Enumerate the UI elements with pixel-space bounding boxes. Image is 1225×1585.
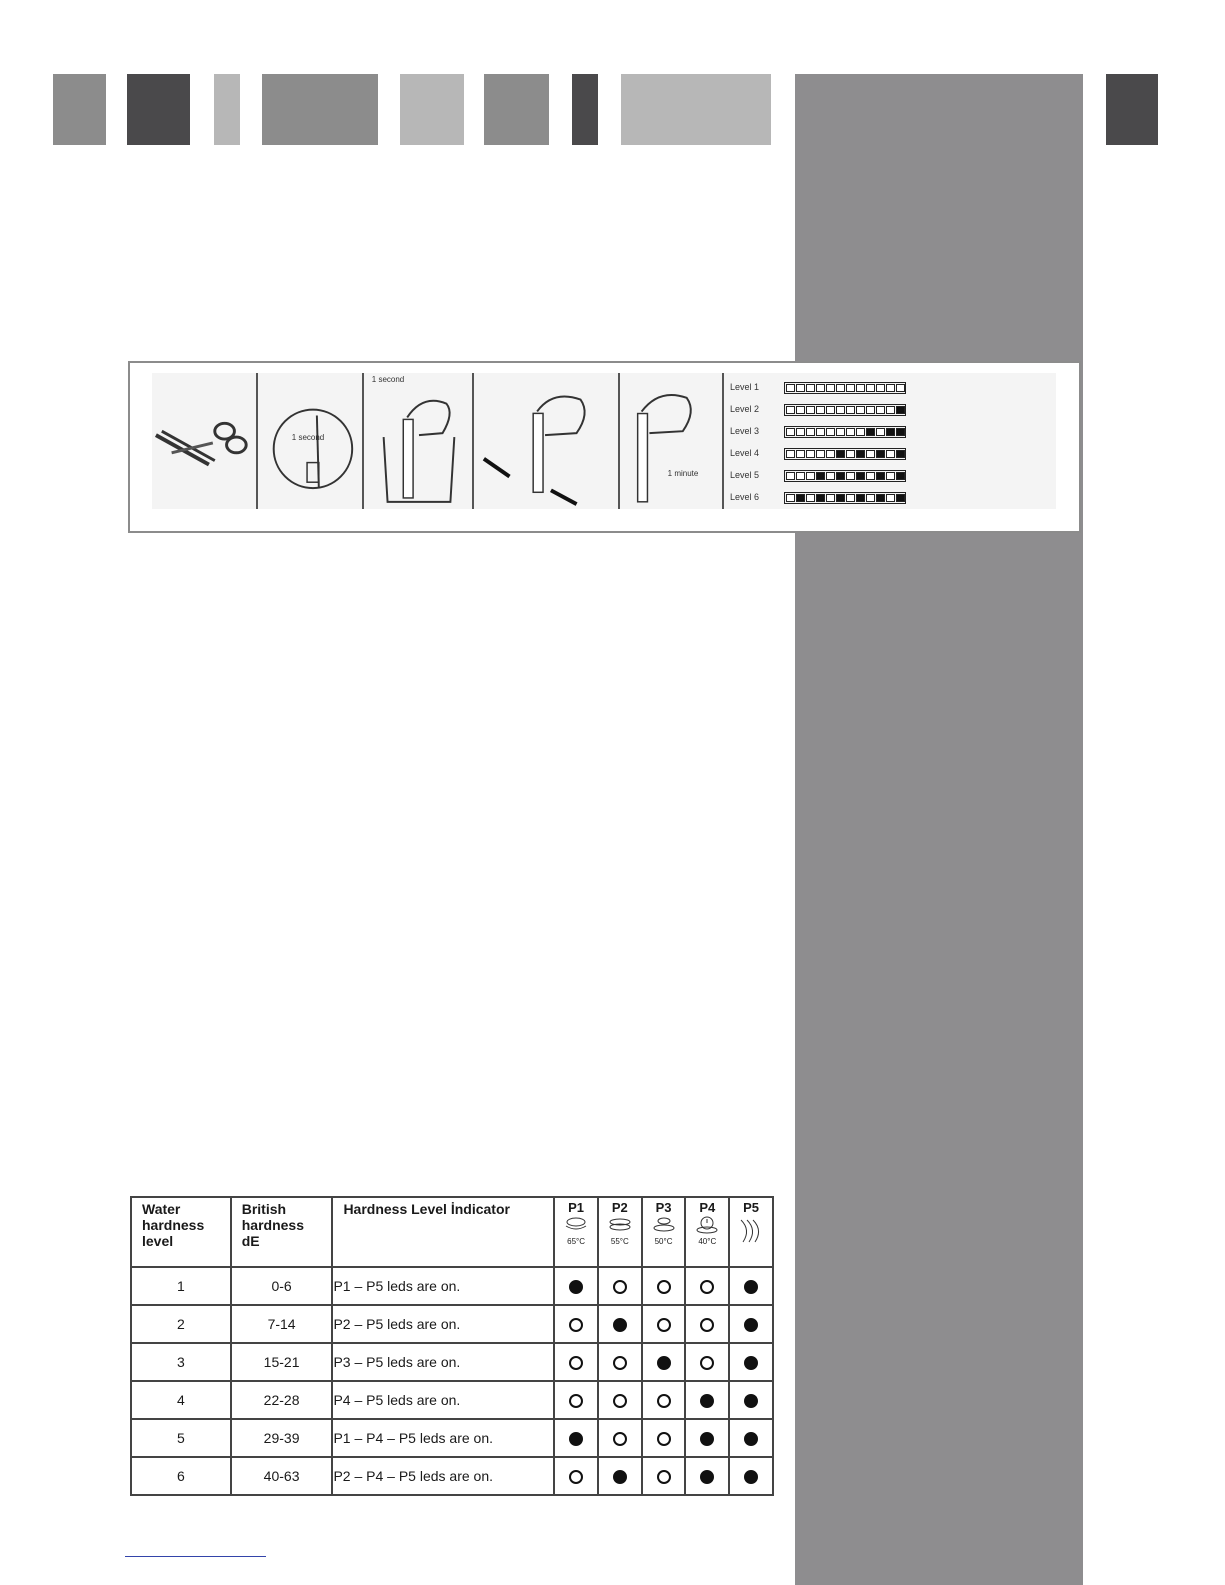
cell-led-p3 [642, 1457, 686, 1495]
level-row [730, 445, 1050, 467]
strip-segment-empty [846, 406, 855, 414]
water-hardness-test-figure [128, 361, 1081, 533]
strip-segment-empty [886, 494, 895, 502]
strip-segment-empty [826, 494, 835, 502]
pot-icon [563, 1216, 589, 1234]
hand-strip-icon [620, 373, 722, 509]
cell-level: 4 [131, 1381, 231, 1419]
level-strip [784, 448, 906, 460]
cell-british: 7-14 [231, 1305, 333, 1343]
header-level: Water hardness level [142, 1201, 205, 1249]
strip-segment-filled [896, 406, 905, 414]
led-off-icon [569, 1470, 583, 1484]
cell-led-p2 [598, 1381, 642, 1419]
header-block [400, 74, 464, 145]
clock-icon [694, 1216, 720, 1234]
strip-segment-empty [846, 384, 855, 392]
cell-led-p2 [598, 1305, 642, 1343]
figure-steps [152, 373, 1056, 509]
header-block [484, 74, 549, 145]
led-on-icon [657, 1356, 671, 1370]
strip-segment-empty [876, 406, 885, 414]
strip-segment-empty [866, 494, 875, 502]
table-row [131, 1381, 773, 1419]
cell-led-p1 [554, 1381, 598, 1419]
level-label: Level 2 [730, 404, 760, 414]
cell-led-p5 [729, 1305, 773, 1343]
strip-segment-empty [786, 406, 795, 414]
led-off-icon [700, 1318, 714, 1332]
strip-segment-empty [786, 450, 795, 458]
step-caption: 1 second [291, 433, 325, 442]
strip-segment-filled [816, 494, 825, 502]
cell-british: 15-21 [231, 1343, 333, 1381]
header-block [572, 74, 598, 145]
led-off-icon [657, 1318, 671, 1332]
strip-segment-filled [876, 494, 885, 502]
level-label: Level 3 [730, 426, 760, 436]
strip-segment-empty [806, 384, 815, 392]
wait-step [620, 373, 724, 509]
strip-segment-empty [856, 428, 865, 436]
strip-segment-empty [826, 428, 835, 436]
strip-segment-empty [886, 450, 895, 458]
level-strip [784, 382, 906, 394]
cell-led-p5 [729, 1267, 773, 1305]
cell-led-p1 [554, 1343, 598, 1381]
strip-segment-filled [836, 494, 845, 502]
header-p2: P2 55°C [598, 1197, 642, 1267]
cell-british: 40-63 [231, 1457, 333, 1495]
header-p4: P4 40°C [685, 1197, 729, 1267]
level-strip [784, 426, 906, 438]
cell-led-p4 [685, 1457, 729, 1495]
cell-led-p5 [729, 1343, 773, 1381]
strip-segment-filled [856, 450, 865, 458]
strip-segment-empty [816, 406, 825, 414]
cell-british: 0-6 [231, 1267, 333, 1305]
level-label: Level 4 [730, 448, 760, 458]
cell-led-p3 [642, 1419, 686, 1457]
strip-segment-empty [876, 384, 885, 392]
cell-level: 6 [131, 1457, 231, 1495]
level-row [730, 401, 1050, 423]
led-on-icon [744, 1470, 758, 1484]
scissors-icon [152, 373, 256, 509]
cell-led-p5 [729, 1457, 773, 1495]
cell-british: 22-28 [231, 1381, 333, 1419]
table-row [131, 1457, 773, 1495]
cell-indicator: P2 – P4 – P5 leds are on. [332, 1457, 554, 1495]
led-off-icon [657, 1394, 671, 1408]
led-off-icon [569, 1394, 583, 1408]
header-p1: P1 65°C [554, 1197, 598, 1267]
strip-segment-empty [806, 472, 815, 480]
strip-segment-empty [796, 406, 805, 414]
strip-segment-empty [806, 450, 815, 458]
strip-segment-empty [846, 472, 855, 480]
strip-segment-filled [876, 450, 885, 458]
table-row [131, 1305, 773, 1343]
cell-led-p1 [554, 1419, 598, 1457]
level-row [730, 379, 1050, 401]
led-off-icon [569, 1318, 583, 1332]
cell-led-p5 [729, 1381, 773, 1419]
cell-led-p3 [642, 1305, 686, 1343]
led-off-icon [657, 1280, 671, 1294]
led-off-icon [657, 1432, 671, 1446]
cell-indicator: P2 – P5 leds are on. [332, 1305, 554, 1343]
level-label: Level 6 [730, 492, 760, 502]
header-block [621, 74, 771, 145]
table-row [131, 1419, 773, 1457]
page-tab-marker [1106, 74, 1158, 145]
led-off-icon [613, 1356, 627, 1370]
strip-segment-empty [846, 494, 855, 502]
header-block [262, 74, 378, 145]
strip-segment-filled [896, 472, 905, 480]
shake-hand-icon [474, 373, 618, 509]
cell-led-p2 [598, 1343, 642, 1381]
header-block [214, 74, 240, 145]
step-caption: 1 second [371, 375, 405, 384]
strip-segment-filled [796, 494, 805, 502]
strip-segment-empty [846, 428, 855, 436]
cell-level: 2 [131, 1305, 231, 1343]
level-row [730, 467, 1050, 489]
cell-led-p4 [685, 1305, 729, 1343]
strip-segment-empty [856, 384, 865, 392]
cell-led-p4 [685, 1267, 729, 1305]
strip-segment-empty [806, 494, 815, 502]
strip-segment-empty [786, 384, 795, 392]
level-strip [784, 404, 906, 416]
strip-segment-empty [886, 384, 895, 392]
cell-led-p1 [554, 1457, 598, 1495]
strip-segment-empty [796, 450, 805, 458]
strip-segment-empty [836, 428, 845, 436]
strip-segment-filled [856, 494, 865, 502]
strip-segment-empty [866, 384, 875, 392]
strip-segment-filled [876, 472, 885, 480]
table-row [131, 1343, 773, 1381]
led-on-icon [744, 1432, 758, 1446]
led-on-icon [700, 1432, 714, 1446]
cell-indicator: P3 – P5 leds are on. [332, 1343, 554, 1381]
strip-segment-filled [886, 428, 895, 436]
cell-led-p4 [685, 1419, 729, 1457]
level-strip [784, 470, 906, 482]
strip-segment-empty [786, 472, 795, 480]
led-on-icon [700, 1470, 714, 1484]
level-chart [730, 379, 1050, 511]
led-on-icon [613, 1318, 627, 1332]
strip-segment-empty [886, 406, 895, 414]
led-off-icon [657, 1470, 671, 1484]
table-header-row [131, 1197, 773, 1267]
cell-indicator: P1 – P5 leds are on. [332, 1267, 554, 1305]
table-row [131, 1267, 773, 1305]
rinse-icon [737, 1216, 765, 1246]
cell-led-p2 [598, 1267, 642, 1305]
strip-segment-empty [796, 428, 805, 436]
strip-segment-empty [806, 406, 815, 414]
strip-segment-empty [826, 384, 835, 392]
right-sidebar [795, 74, 1083, 1585]
header-p3: P3 50°C [642, 1197, 686, 1267]
led-on-icon [744, 1394, 758, 1408]
strip-segment-filled [866, 428, 875, 436]
strip-segment-empty [826, 472, 835, 480]
cell-led-p2 [598, 1419, 642, 1457]
header-british: British hardness dE [241, 1201, 304, 1249]
led-on-icon [613, 1470, 627, 1484]
dip-step [364, 373, 474, 509]
header-indicator: Hardness Level İndicator [343, 1201, 510, 1217]
strip-segment-empty [846, 450, 855, 458]
strip-segment-empty [816, 428, 825, 436]
strip-segment-filled [856, 472, 865, 480]
led-on-icon [569, 1280, 583, 1294]
strip-segment-empty [826, 406, 835, 414]
strip-segment-empty [806, 428, 815, 436]
strip-segment-empty [886, 472, 895, 480]
level-label: Level 5 [730, 470, 760, 480]
led-off-icon [613, 1394, 627, 1408]
strip-segment-filled [896, 450, 905, 458]
cell-british: 29-39 [231, 1419, 333, 1457]
glass-icon [364, 373, 472, 509]
hardness-table [130, 1196, 774, 1496]
cell-indicator: P1 – P4 – P5 leds are on. [332, 1419, 554, 1457]
step-caption: 1 minute [667, 469, 699, 478]
strip-segment-empty [866, 406, 875, 414]
strip-segment-empty [876, 428, 885, 436]
cell-level: 1 [131, 1267, 231, 1305]
strip-segment-filled [836, 450, 845, 458]
led-on-icon [569, 1432, 583, 1446]
led-off-icon [700, 1280, 714, 1294]
led-off-icon [700, 1356, 714, 1370]
header-block [127, 74, 190, 145]
cell-led-p4 [685, 1343, 729, 1381]
strip-segment-filled [816, 472, 825, 480]
level-strip [784, 492, 906, 504]
led-on-icon [744, 1318, 758, 1332]
led-on-icon [700, 1394, 714, 1408]
strip-segment-empty [796, 472, 805, 480]
strip-segment-empty [896, 384, 905, 392]
led-off-icon [613, 1432, 627, 1446]
footer-link-line [125, 1556, 266, 1557]
cell-level: 5 [131, 1419, 231, 1457]
strip-segment-filled [896, 428, 905, 436]
header-p5: P5 [729, 1197, 773, 1267]
strip-segment-empty [836, 406, 845, 414]
strip-segment-empty [796, 384, 805, 392]
strip-segment-empty [866, 472, 875, 480]
level-row [730, 489, 1050, 511]
strip-segment-empty [816, 450, 825, 458]
strip-segment-empty [866, 450, 875, 458]
cell-led-p1 [554, 1305, 598, 1343]
plates-icon [607, 1216, 633, 1234]
header-block [53, 74, 106, 145]
cell-led-p3 [642, 1343, 686, 1381]
cell-led-p3 [642, 1267, 686, 1305]
strip-segment-empty [856, 406, 865, 414]
cell-led-p5 [729, 1419, 773, 1457]
led-on-icon [744, 1356, 758, 1370]
strip-segment-empty [826, 450, 835, 458]
strip-segment-empty [786, 494, 795, 502]
strip-segment-empty [836, 384, 845, 392]
cell-level: 3 [131, 1343, 231, 1381]
strip-step [258, 373, 364, 509]
shake-step [474, 373, 620, 509]
level-label: Level 1 [730, 382, 760, 392]
strip-segment-empty [816, 384, 825, 392]
cell-indicator: P4 – P5 leds are on. [332, 1381, 554, 1419]
scissors-step [152, 373, 258, 509]
level-row [730, 423, 1050, 445]
led-off-icon [613, 1280, 627, 1294]
eco-icon [651, 1216, 677, 1234]
cell-led-p4 [685, 1381, 729, 1419]
strip-segment-filled [836, 472, 845, 480]
led-on-icon [744, 1280, 758, 1294]
led-off-icon [569, 1356, 583, 1370]
cell-led-p3 [642, 1381, 686, 1419]
cell-led-p2 [598, 1457, 642, 1495]
cell-led-p1 [554, 1267, 598, 1305]
strip-segment-filled [896, 494, 905, 502]
strip-segment-empty [786, 428, 795, 436]
